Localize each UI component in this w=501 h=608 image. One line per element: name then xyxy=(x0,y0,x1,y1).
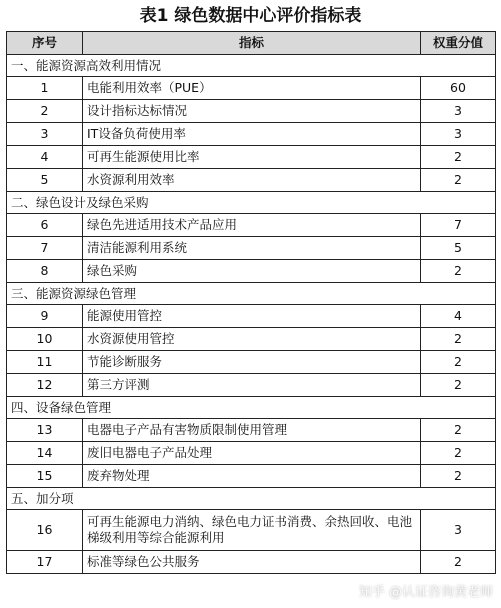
table-row xyxy=(7,551,496,574)
watermark: 知乎 @认证咨询黄老师 xyxy=(358,585,493,600)
row-score: 2 xyxy=(421,351,496,374)
indicator-table xyxy=(6,31,496,574)
row-no: 7 xyxy=(7,237,83,260)
section-title: 三、能源资源绿色管理 xyxy=(7,283,496,305)
row-no: 12 xyxy=(7,374,83,397)
row-indicator: 能源使用管控 xyxy=(83,305,421,328)
header-indicator: 指标 xyxy=(83,32,421,55)
row-indicator: 节能诊断服务 xyxy=(83,351,421,374)
row-no: 1 xyxy=(7,77,83,100)
row-indicator: IT设备负荷使用率 xyxy=(83,123,421,146)
row-indicator: 水资源使用管控 xyxy=(83,328,421,351)
row-indicator: 标准等绿色公共服务 xyxy=(83,551,421,574)
row-indicator: 清洁能源利用系统 xyxy=(83,237,421,260)
table-row xyxy=(7,100,496,123)
row-score: 3 xyxy=(421,123,496,146)
row-no: 15 xyxy=(7,465,83,488)
row-indicator: 废弃物处理 xyxy=(83,465,421,488)
row-score: 3 xyxy=(421,510,496,551)
table-row xyxy=(7,465,496,488)
section-row xyxy=(7,397,496,419)
row-indicator: 废旧电器电子产品处理 xyxy=(83,442,421,465)
row-no: 10 xyxy=(7,328,83,351)
header-no: 序号 xyxy=(7,32,83,55)
table-row xyxy=(7,305,496,328)
section-title: 二、绿色设计及绿色采购 xyxy=(7,192,496,214)
header-weight: 权重分值 xyxy=(421,32,496,55)
row-score: 2 xyxy=(421,374,496,397)
section-row xyxy=(7,488,496,510)
row-indicator: 第三方评测 xyxy=(83,374,421,397)
table-row xyxy=(7,77,496,100)
row-indicator: 可再生能源电力消纳、绿色电力证书消费、余热回收、电池梯级利用等综合能源利用 xyxy=(83,510,421,551)
row-score: 2 xyxy=(421,551,496,574)
table-row xyxy=(7,146,496,169)
table-row xyxy=(7,374,496,397)
row-no: 16 xyxy=(7,510,83,551)
section-title: 五、加分项 xyxy=(7,488,496,510)
table-row xyxy=(7,214,496,237)
row-indicator: 水资源利用效率 xyxy=(83,169,421,192)
section-title: 一、能源资源高效利用情况 xyxy=(7,55,496,77)
row-score: 2 xyxy=(421,169,496,192)
row-no: 2 xyxy=(7,100,83,123)
row-no: 14 xyxy=(7,442,83,465)
row-indicator: 设计指标达标情况 xyxy=(83,100,421,123)
row-no: 6 xyxy=(7,214,83,237)
row-score: 5 xyxy=(421,237,496,260)
row-no: 3 xyxy=(7,123,83,146)
row-score: 2 xyxy=(421,419,496,442)
table-row xyxy=(7,123,496,146)
table-row xyxy=(7,510,496,551)
section-row xyxy=(7,283,496,305)
row-no: 5 xyxy=(7,169,83,192)
table-row xyxy=(7,260,496,283)
row-score: 2 xyxy=(421,442,496,465)
page-title: 表1 绿色数据中心评价指标表 xyxy=(139,6,362,26)
row-score: 7 xyxy=(421,214,496,237)
row-no: 8 xyxy=(7,260,83,283)
section-row xyxy=(7,55,496,77)
row-no: 13 xyxy=(7,419,83,442)
table-row xyxy=(7,328,496,351)
row-score: 60 xyxy=(421,77,496,100)
table-row xyxy=(7,351,496,374)
row-score: 3 xyxy=(421,100,496,123)
row-score: 2 xyxy=(421,260,496,283)
table-row xyxy=(7,237,496,260)
row-indicator: 绿色先进适用技术产品应用 xyxy=(83,214,421,237)
row-indicator: 电能利用效率（PUE） xyxy=(83,77,421,100)
row-no: 4 xyxy=(7,146,83,169)
row-indicator: 电器电子产品有害物质限制使用管理 xyxy=(83,419,421,442)
table-row xyxy=(7,442,496,465)
row-score: 2 xyxy=(421,146,496,169)
row-score: 4 xyxy=(421,305,496,328)
row-score: 2 xyxy=(421,465,496,488)
section-title: 四、设备绿色管理 xyxy=(7,397,496,419)
row-indicator: 可再生能源使用比率 xyxy=(83,146,421,169)
table-row xyxy=(7,169,496,192)
section-row xyxy=(7,192,496,214)
row-score: 2 xyxy=(421,328,496,351)
table-row xyxy=(7,419,496,442)
row-no: 11 xyxy=(7,351,83,374)
table-header-row xyxy=(7,32,496,55)
row-indicator: 绿色采购 xyxy=(83,260,421,283)
row-no: 9 xyxy=(7,305,83,328)
row-no: 17 xyxy=(7,551,83,574)
